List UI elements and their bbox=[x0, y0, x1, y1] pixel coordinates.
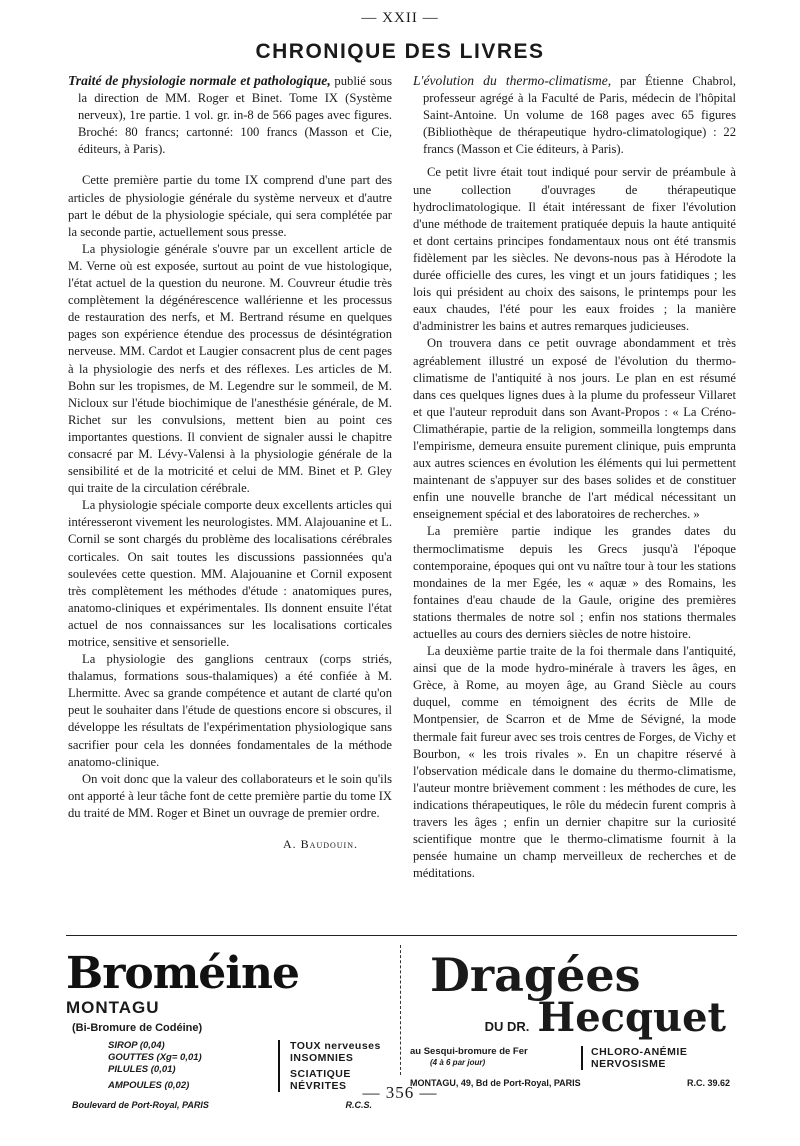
ad-subtitle: (Bi-Bromure de Codéine) bbox=[72, 1022, 203, 1034]
ad-name-line bbox=[410, 996, 740, 1040]
ad-form: AMPOULES (0,02) bbox=[108, 1080, 190, 1091]
ad-address: Boulevard de Port-Royal, PARIS bbox=[72, 1100, 209, 1110]
page-number-roman: — XXII — bbox=[361, 10, 439, 26]
ad-doctor-name: Hecquet bbox=[537, 994, 726, 1041]
page-number: — 356 — bbox=[362, 1083, 438, 1102]
ad-composition-block bbox=[410, 1046, 583, 1070]
advertisement-dragees-hecquet bbox=[410, 948, 740, 1088]
ad-code: R.C. 39.62 bbox=[686, 1078, 730, 1088]
ad-form: GOUTTES (Xg= 0,01) bbox=[108, 1052, 202, 1063]
ad-address: MONTAGU, 49, Bd de Port-Royal, PARIS bbox=[410, 1078, 581, 1088]
review-paragraph: Cette première partie du tome IX comprend d'une part des articles de physiologie générale du système nerveux et d'autre part le début de la physiologie spéciale, qui sera complétée par la seconde partie, actuellement sous presse. bbox=[68, 173, 392, 239]
review-bibliographic-details: par Étienne Chabrol, professeur agrégé à la Faculté de Paris, médecin de l'hôpital Saint-Antoine. Un volume de 168 pages avec 65 figures (Bibliothèque de thérapeutique hydro-climatologique) : 22 francs (Masson et Cie éditeurs, à Paris). bbox=[423, 74, 736, 157]
ad-form: SIROP (0,04) bbox=[108, 1040, 165, 1051]
ad-indication: NERVOSISME bbox=[591, 1058, 666, 1070]
review-bibliographic-details: publié sous la direction de MM. Roger et Binet. Tome IX (Système nerveux), 1re partie. 1 vol. gr. in-8 de 566 pages avec figures. Broché: 80 francs; cartonné: 100 francs (Masson et Cie, éditeurs, à Paris). bbox=[78, 74, 392, 157]
ad-details bbox=[410, 1046, 740, 1070]
ad-indication: INSOMNIES bbox=[290, 1052, 354, 1064]
review-paragraph: On voit donc que la valeur des collaborateurs et le soin qu'ils ont apporté à leur tâche font de cette première partie du tome IX du traité de MM. Roger et Binet un ouvrage de premier ordre. bbox=[68, 771, 392, 820]
review-paragraph: La physiologie générale s'ouvre par un excellent article de M. Verne où est exposée, surtout au point de vue histologique, l'état actuel de la question du neurone. M. Couvreur étudie très complètement la dégénérescence wallérienne et les processus de restauration des nerfs, et M. Bertrand résume en quelques pages son expérience étendue des processus de désintégration nerveuse. MM. Cardot et Laugier consacrent plus de cent pages à la physiologie des nerfs et des réflexes. Les articles de M. Bohn sur les tropismes, de M. Legendre sur le sommeil, de M. Nicloux sur l'étude biochimique de l'anesthésie générale, de M. Richet sur les convulsions, mettent bien au point ces importantes questions. Il convient de signaler aussi le chapitre consacré par M. Lévy-Valensi à la physiologie générale de la sensibilité et de la motricité et celui de MM. Binet et P. Gley qui traite de la circulation cérébrale. bbox=[68, 241, 392, 496]
ad-indication: CHLORO-ANÉMIE bbox=[591, 1046, 688, 1058]
ad-form: PILULES (0,01) bbox=[108, 1064, 176, 1075]
ad-composition: au Sesqui-bromure de Fer bbox=[410, 1046, 528, 1057]
review-paragraph: La première partie indique les grandes dates du thermoclimatisme depuis les Grecs jusqu'à l'époque contemporaine, époques qui ont vu naître tour à tour les stations mondaines de la mer Egée, les « aquæ » des Romains, les fontaines d'eau chaude de la Gaule, origine des premières stations thermales de notre sol ; enfin nos stations thermales actuelles au cours des derniers siècles de notre histoire. bbox=[413, 524, 736, 641]
right-column bbox=[413, 72, 736, 882]
advertisement-bromeine bbox=[66, 948, 391, 1110]
review-paragraph: La physiologie spéciale comporte deux excellents articles qui intéresseront vivement les neurologistes. MM. Alajouanine et L. Cornil se sont chargés du problème des localisations cérébrales corticales. On sait toutes les discussions passionnées qu'a soulevées cette question. MM. Alajouanine et Cornil exposent très complètement les méthodes d'étude : anatomiques pures, anatomo-cliniques et expérimentales. Ils donnent ensuite l'état actuel de nos connaissances sur les localisations corticales motrice, sensitive et sensorielle. bbox=[68, 498, 392, 649]
review-title: Traité de physiologie normale et pathologique, bbox=[68, 73, 331, 88]
review-paragraph: Ce petit livre était tout indiqué pour servir de préambule à une collection d'ouvrages de thérapeutique hydroclimatologique. Il était intéressant de fixer l'évolution d'une méthode de traitement pratiquée depuis la haute antiquité et dont certains principes fondamentaux nous ont été transmis fidèlement par les siècles. Ne devons-nous pas à Hérodote la durée officielle des cures, les vingt et un jours fatidiques ; les lois qui président au choix des saisons, le printemps pour les eaux chaudes, l'été pour les eaux froides ; la manière d'administrer les bains et autres remarques judicieuses. bbox=[413, 165, 736, 334]
section-title: CHRONIQUE DES LIVRES bbox=[255, 40, 545, 63]
review-signature: A. Baudouin. bbox=[283, 837, 358, 852]
review-paragraph: On trouvera dans ce petit ouvrage abondamment et très agréablement illustré un exposé de l'évolution du thermo-climatisme de l'antiquité à nos jours. Le plan en est résumé dans ces quelques lignes dues à la plume du professeur Villaret et que l'auteur reproduit dans son Avant-Propos : « La Créno-Climathérapie, partie de la religion, sommeilla longtemps dans l'empirisme, demeura ensuite purement clinique, puis emprunta aux autres sciences en évolution les éléments qui lui permettent maintenant de s'appuyer sur des bases solides et de constituer enfin une nouvelle branche de l'art médical nécessitant un enseignement spécial et des laboratoires de recherches. » bbox=[413, 336, 736, 522]
ad-indication: NÉVRITES bbox=[290, 1080, 347, 1092]
review-title: L'évolution du thermo-climatisme, bbox=[413, 73, 612, 88]
ad-brand: Broméine bbox=[66, 948, 299, 999]
review-heading bbox=[413, 72, 736, 158]
ad-maker: MONTAGU bbox=[66, 998, 160, 1017]
ad-code: R.C.S. bbox=[345, 1100, 372, 1110]
review-paragraph: La physiologie des ganglions centraux (corps striés, thalamus, formations sous-thalamiques) a été confiée à M. Lhermitte. Avec sa grande compétence et autant de clarté qu'on peut le souhaiter dans l'étude de questions encore si obscures, il développe les résultats de l'expérimentation physiologique sans sacrifier pour cela les données fondamentales de la méthode anatomo-clinique. bbox=[68, 652, 392, 769]
ad-indication: TOUX nerveuses bbox=[290, 1040, 381, 1052]
review-paragraph: La deuxième partie traite de la foi thermale dans l'antiquité, ainsi que de la mode hydro-minérale à travers les âges, en Grèce, à Rome, au moyen âge, au Grand Siècle au cours duquel, comme en témoignent des écrits de Mlle de Montpensier, de Scarron et de Mme de Sévigné, la mode thermale fait fureur avec ses trois centres de Forges, de Vichy et Bourbon, « les trois rivales ». En un chapitre réservé à l'observation médicale dans le domaine du thermo-climatisme, l'auteur montre brièvement comment : les méthodes de cure, les indications thérapeutiques, le rôle du médecin furent compris à travers les âges ; enfin un dernier chapitre sur la curiosité scientifique montre que le thermo-climatisme fournit à la pensée humaine un champ merveilleux de recherches et de méditations. bbox=[413, 644, 736, 881]
ad-du-label: DU DR. bbox=[484, 1019, 530, 1034]
advertisement-divider bbox=[400, 945, 401, 1075]
ad-dose: (4 à 6 par jour) bbox=[430, 1058, 486, 1067]
review-heading bbox=[68, 72, 392, 158]
ad-brand: Dragées bbox=[430, 948, 641, 1002]
ad-indications bbox=[583, 1046, 687, 1070]
left-column bbox=[68, 72, 392, 853]
advertisement-rule bbox=[66, 935, 737, 936]
ad-indication: SCIATIQUE bbox=[290, 1068, 351, 1080]
